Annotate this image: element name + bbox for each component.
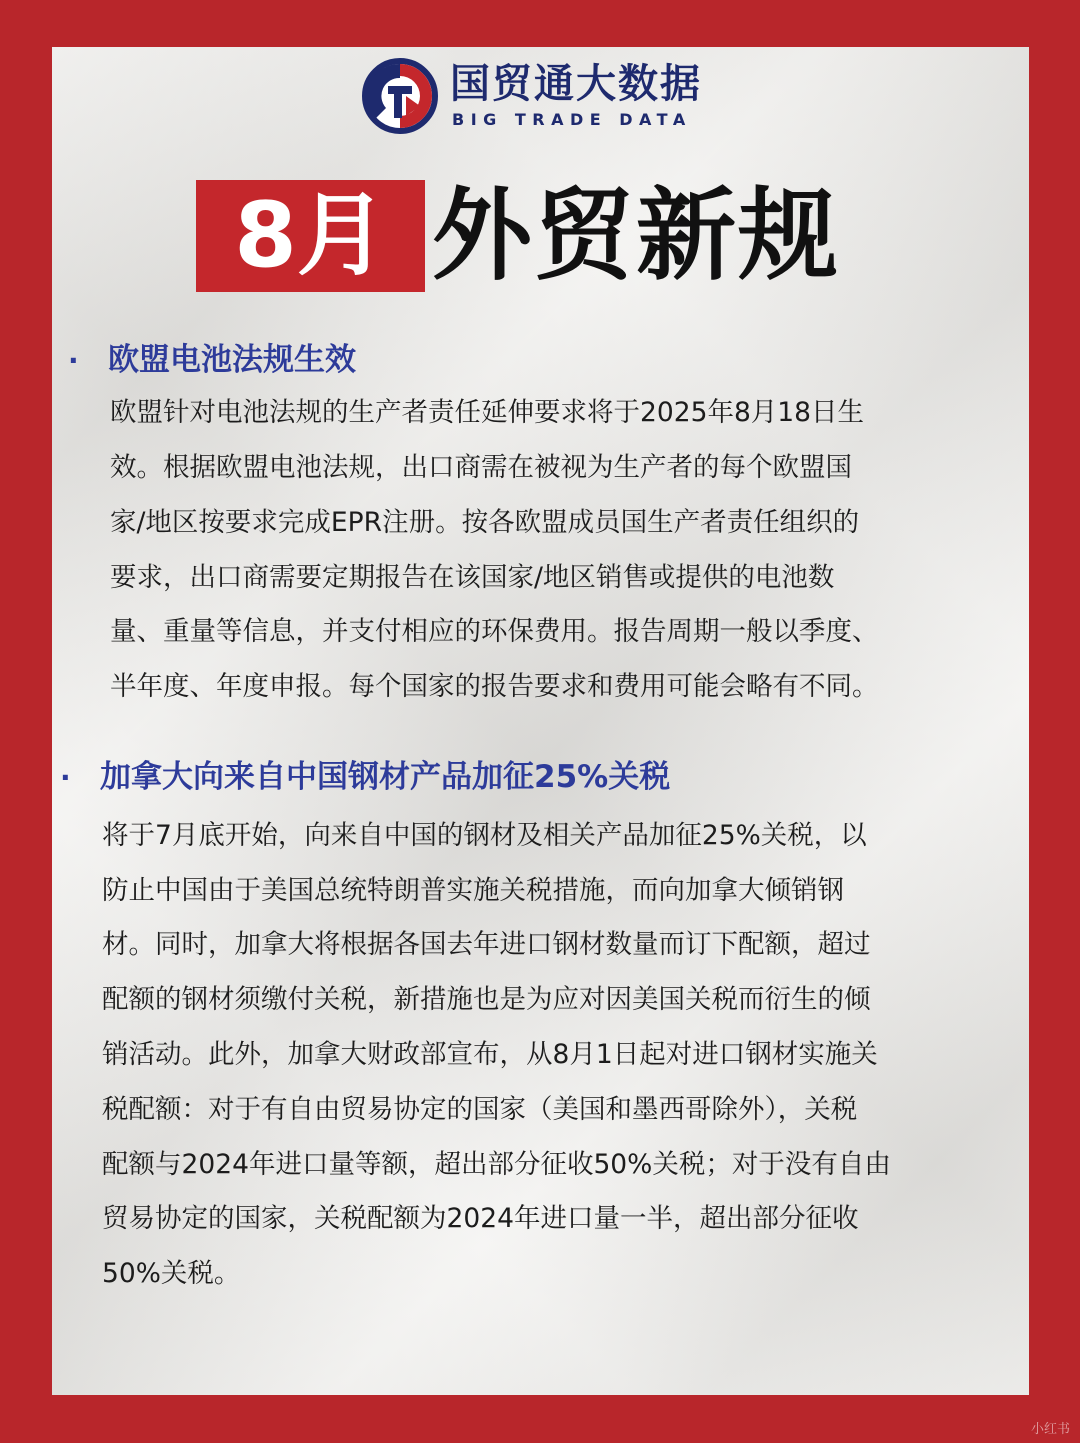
paragraph-line: 防止中国由于美国总统特朗普实施关税措施，而向加拿大倾销钢 — [102, 875, 844, 906]
section-bullet: · — [60, 761, 71, 794]
paragraph-line: 欧盟针对电池法规的生产者责任延伸要求将于2025年8月18日生 — [110, 397, 865, 428]
brand-name-cn: 国贸通大数据 — [450, 61, 702, 107]
brand-name-en: BIG TRADE DATA — [452, 110, 692, 129]
paragraph-line: 贸易协定的国家，关税配额为2024年进口量一半，超出部分征收 — [102, 1203, 859, 1234]
paragraph-line: 配额与2024年进口量等额，超出部分征收50%关税；对于没有自由 — [102, 1149, 891, 1180]
paragraph-line: 50%关税。 — [102, 1258, 241, 1289]
paragraph-line: 家/地区按要求完成EPR注册。按各欧盟成员国生产者责任组织的 — [110, 507, 860, 538]
paragraph-line: 配额的钢材须缴付关税，新措施也是为应对因美国关税而衍生的倾 — [102, 984, 871, 1015]
section-heading: 加拿大向来自中国钢材产品加征25%关税 — [100, 759, 671, 795]
paragraph-line: 销活动。此外，加拿大财政部宣布，从8月1日起对进口钢材实施关 — [102, 1039, 878, 1070]
paragraph-line: 效。根据欧盟电池法规，出口商需在被视为生产者的每个欧盟国 — [110, 452, 852, 483]
logo-mark-icon — [362, 58, 438, 134]
brand-logo — [362, 58, 702, 136]
paragraph-line: 税配额：对于有自由贸易协定的国家（美国和墨西哥除外），关税 — [102, 1094, 858, 1125]
paragraph-line: 材。同时，加拿大将根据各国去年进口钢材数量而订下配额，超过 — [102, 929, 871, 960]
paragraph-line: 量、重量等信息，并支付相应的环保费用。报告周期一般以季度、 — [110, 616, 879, 647]
section-heading: 欧盟电池法规生效 — [108, 342, 356, 378]
paragraph-line: 要求，出口商需要定期报告在该国家/地区销售或提供的电池数 — [110, 562, 835, 593]
title-month: 8月 — [234, 183, 387, 288]
paragraph-line: 半年度、年度申报。每个国家的报告要求和费用可能会略有不同。 — [110, 671, 879, 702]
page-title: 外贸新规 — [432, 177, 840, 294]
watermark: 小红书 — [1030, 1422, 1070, 1437]
section-bullet: · — [68, 344, 79, 377]
paragraph-line: 将于7月底开始，向来自中国的钢材及相关产品加征25%关税，以 — [102, 820, 867, 851]
